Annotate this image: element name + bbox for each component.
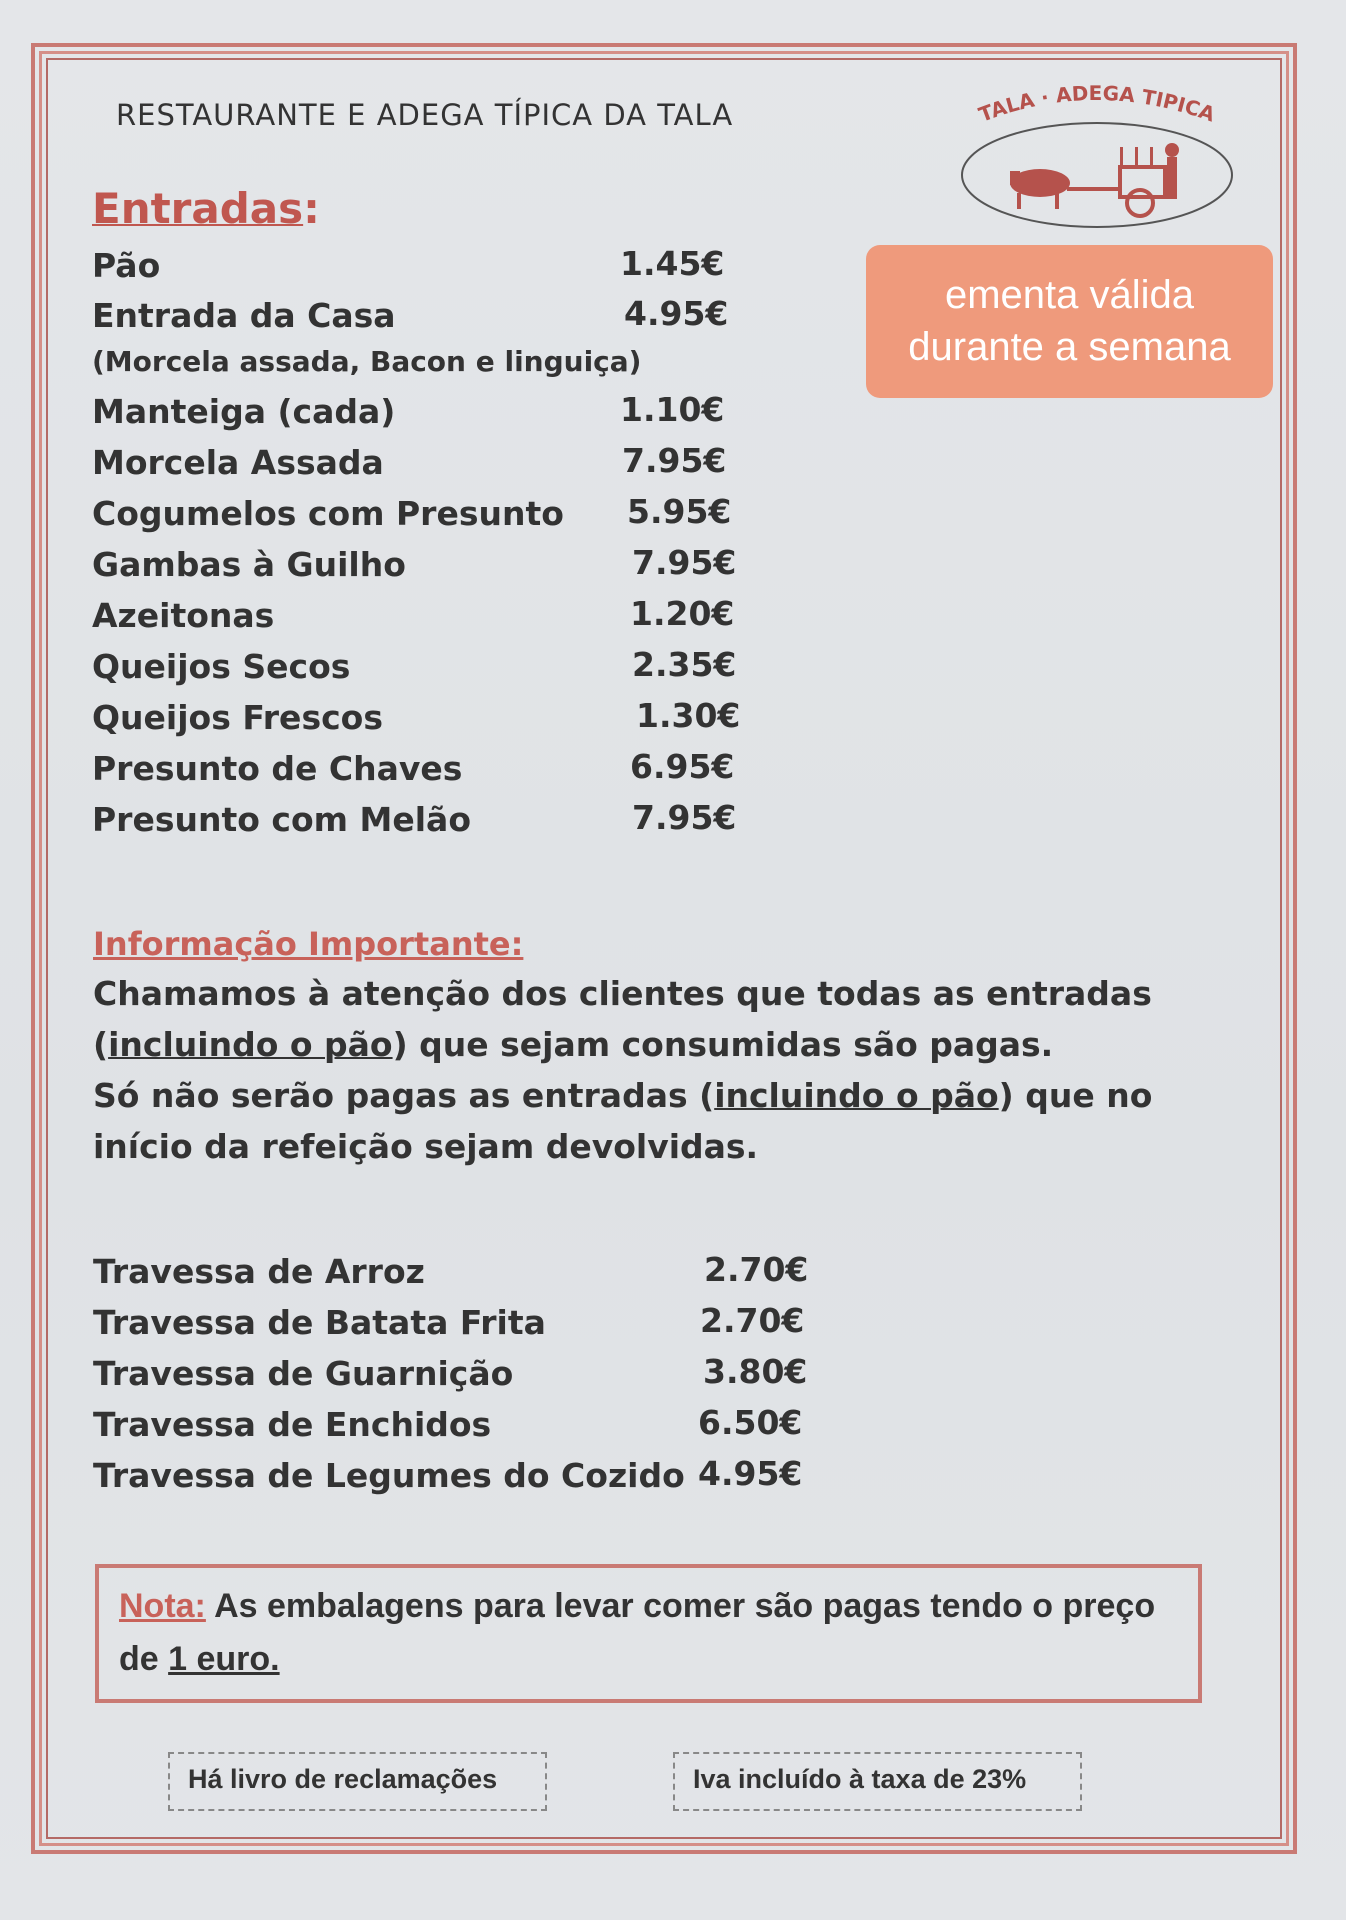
item-price: 5.95€ bbox=[627, 492, 732, 531]
item-name: Queijos Secos bbox=[92, 647, 351, 686]
item-name: Travessa de Legumes do Cozido bbox=[93, 1456, 685, 1495]
info-paragraph-1 bbox=[93, 968, 1273, 1070]
entradas-heading-text: Entradas bbox=[92, 184, 304, 233]
item-price: 6.95€ bbox=[630, 747, 735, 786]
item-name: Cogumelos com Presunto bbox=[92, 494, 564, 533]
item-price: 1.10€ bbox=[620, 390, 725, 429]
item-name: Travessa de Guarnição bbox=[93, 1354, 514, 1393]
entradas-heading bbox=[92, 184, 320, 233]
valid-weekdays-badge bbox=[866, 245, 1273, 398]
svg-text:TALA · ADEGA TIPICA: TALA · ADEGA TIPICA bbox=[975, 80, 1219, 127]
vat-notice: Iva incluído à taxa de 23% bbox=[673, 1752, 1082, 1811]
item-name: Travessa de Batata Frita bbox=[93, 1303, 546, 1342]
item-name: Presunto de Chaves bbox=[92, 749, 463, 788]
item-price: 7.95€ bbox=[622, 441, 727, 480]
badge-line-2: durante a semana bbox=[908, 325, 1231, 369]
item-name: Pão bbox=[92, 246, 161, 285]
item-price: 2.35€ bbox=[632, 645, 737, 684]
badge-line-1: ementa válida bbox=[944, 273, 1195, 317]
item-name: Entrada da Casa bbox=[92, 296, 396, 335]
item-price: 7.95€ bbox=[632, 543, 737, 582]
info-paragraph-2 bbox=[93, 1070, 1243, 1172]
note-amount: 1 euro. bbox=[168, 1640, 280, 1678]
note-text: As embalagens para levar comer são pagas tendo o preço de bbox=[119, 1587, 1156, 1678]
restaurant-title: RESTAURANTE E ADEGA TÍPICA DA TALA bbox=[116, 98, 734, 132]
item-name: Manteiga (cada) bbox=[92, 392, 396, 431]
info-text: ) que sejam consumidas são pagas. bbox=[392, 1025, 1054, 1064]
item-note: (Morcela assada, Bacon e linguiça) bbox=[92, 345, 642, 378]
logo-ox-cart-icon bbox=[955, 75, 1240, 235]
item-price: 6.50€ bbox=[698, 1403, 803, 1442]
info-underline: incluindo o pão bbox=[108, 1025, 393, 1064]
important-info-heading: Informação Importante: bbox=[93, 925, 524, 963]
note-box bbox=[95, 1564, 1202, 1703]
info-text: Chamamos à atenção dos clientes que todas as entradas ( bbox=[93, 974, 1152, 1064]
item-price: 1.20€ bbox=[630, 594, 735, 633]
info-underline: incluindo o pão bbox=[714, 1076, 999, 1115]
item-name: Travessa de Arroz bbox=[93, 1252, 425, 1291]
item-name: Presunto com Melão bbox=[92, 800, 471, 839]
complaints-book-notice: Há livro de reclamações bbox=[168, 1752, 547, 1811]
item-name: Azeitonas bbox=[92, 596, 275, 635]
item-price: 3.80€ bbox=[703, 1352, 808, 1391]
item-price: 4.95€ bbox=[698, 1454, 803, 1493]
item-price: 7.95€ bbox=[632, 798, 737, 837]
note-label: Nota: bbox=[119, 1587, 206, 1625]
item-price: 2.70€ bbox=[700, 1301, 805, 1340]
item-name: Travessa de Enchidos bbox=[93, 1405, 492, 1444]
item-name: Queijos Frescos bbox=[92, 698, 383, 737]
item-name: Gambas à Guilho bbox=[92, 545, 406, 584]
important-info-text bbox=[93, 968, 1273, 1172]
item-price: 4.95€ bbox=[624, 294, 729, 333]
item-price: 1.30€ bbox=[636, 696, 741, 735]
info-text: ) que no início da refeição sejam devolvidas. bbox=[93, 1076, 1153, 1166]
item-price: 2.70€ bbox=[704, 1250, 809, 1289]
item-price: 1.45€ bbox=[620, 244, 725, 283]
item-name: Morcela Assada bbox=[92, 443, 384, 482]
entradas-colon: : bbox=[303, 184, 320, 233]
info-text: Só não serão pagas as entradas ( bbox=[93, 1076, 715, 1115]
